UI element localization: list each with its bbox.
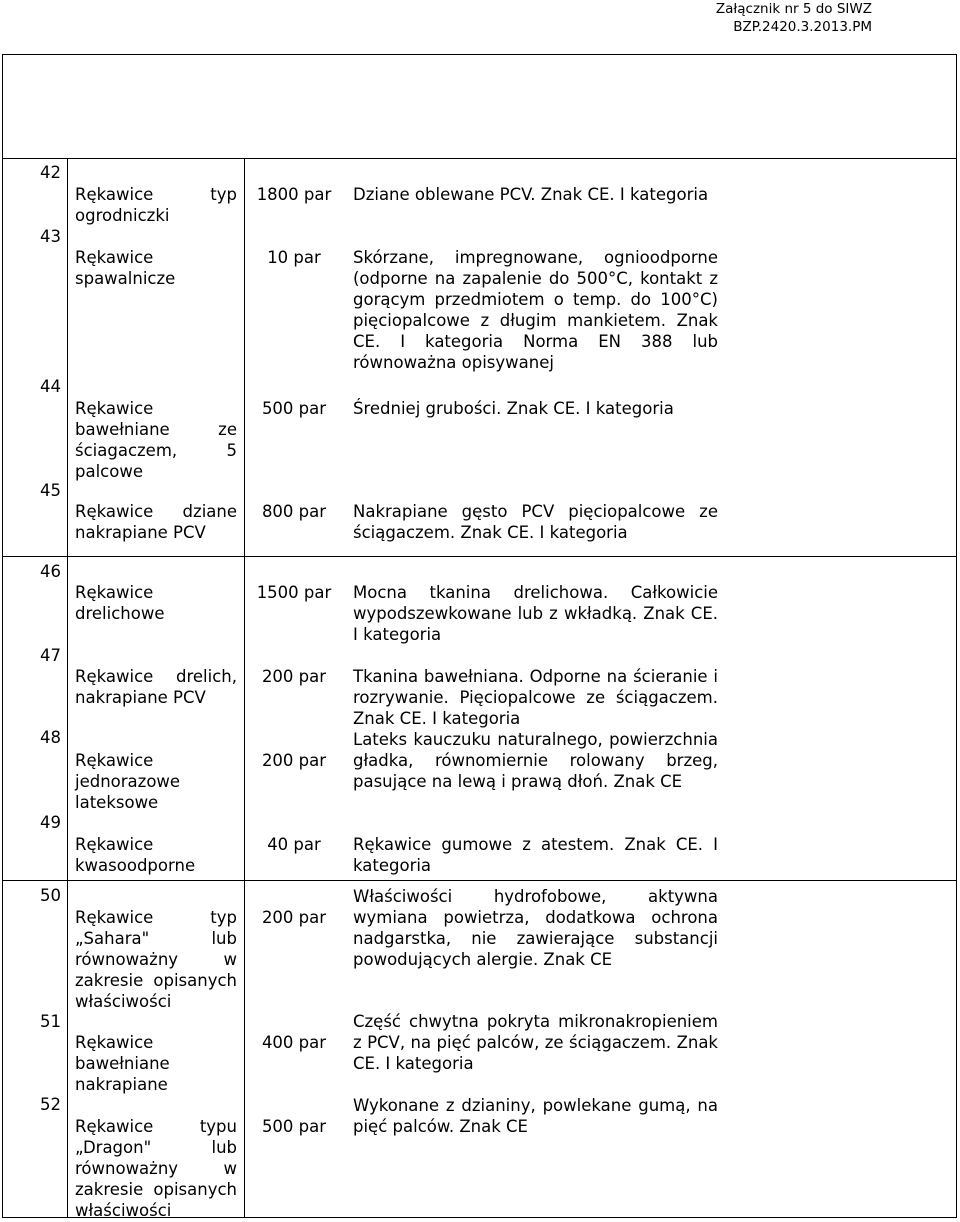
description: Skórzane, impregnowane, ognioodporne (odporne na zapalenie do 500°C, kontakt z gorącym przedmiotem o temp. do 100°C) pięciopalcowe z długim mankietem. Znak CE. I kategoria Norma EN 388 lub równoważna opisywanej <box>353 248 718 372</box>
row-number: 50 <box>40 886 61 905</box>
quantity: 40 par <box>267 835 321 854</box>
description: Lateks kauczuku naturalnego, powierzchnia gładka, równomiernie rolowany brzeg, pasujące na lewą i prawą dłoń. Znak CE <box>353 730 718 791</box>
description: Nakrapiane gęsto PCV pięciopalcowe ze ściągaczem. Znak CE. I kategoria <box>353 502 718 542</box>
description: Mocna tkanina drelichowa. Całkowicie wypodszewkowane lub z wkładką. Znak CE. I kategoria <box>353 583 718 644</box>
table-divider <box>2 556 957 557</box>
description: Rękawice gumowe z atestem. Znak CE. I kategoria <box>353 835 718 875</box>
product-name: Rękawice dziane nakrapiane PCV <box>75 502 237 542</box>
row-number: 49 <box>40 813 61 832</box>
product-name: Rękawice drelichowe <box>75 583 165 623</box>
quantity: 800 par <box>261 502 327 521</box>
row-number: 51 <box>40 1012 61 1031</box>
row-number: 45 <box>40 481 61 500</box>
quantity: 500 par <box>261 1117 327 1136</box>
product-name: Rękawice spawalnicze <box>75 248 176 288</box>
quantity: 1500 par <box>256 583 332 602</box>
row-number: 43 <box>40 227 61 246</box>
quantity: 200 par <box>261 667 327 686</box>
attachment-title: Załącznik nr 5 do SIWZ <box>715 1 872 17</box>
description: Tkanina bawełniana. Odporne na ścieranie i rozrywanie. Pięciopalcowe ze ściągaczem. Znak CE. I kategoria <box>353 667 718 728</box>
quantity: 400 par <box>261 1033 327 1052</box>
column-divider <box>244 158 245 1218</box>
row-number: 48 <box>40 728 61 747</box>
row-number: 47 <box>40 646 61 665</box>
table-divider <box>2 158 957 159</box>
description: Dziane oblewane PCV. Znak CE. I kategoria <box>353 185 709 204</box>
product-name: Rękawice typ „Sahara" lub równoważny w zakresie opisanych właściwości <box>75 908 237 1011</box>
reference-number: BZP.2420.3.2013.PM <box>733 19 872 35</box>
table-divider <box>2 880 957 881</box>
row-number: 42 <box>40 163 61 182</box>
product-name: Rękawice bawełniane ze ściagaczem, 5 palcowe <box>75 399 237 481</box>
description: Średniej grubości. Znak CE. I kategoria <box>353 399 674 418</box>
row-number: 52 <box>40 1095 61 1114</box>
description: Część chwytna pokryta mikronakropieniem z PCV, na pięć palców, ze ściągaczem. Znak CE. I kategoria <box>353 1012 718 1073</box>
quantity: 200 par <box>261 908 327 927</box>
quantity: 200 par <box>261 751 327 770</box>
row-number: 46 <box>40 562 61 581</box>
description: Wykonane z dzianiny, powlekane gumą, na pięć palców. Znak CE <box>353 1096 718 1136</box>
product-name: Rękawice drelich, nakrapiane PCV <box>75 667 237 707</box>
product-name: Rękawice jednorazowe lateksowe <box>75 751 181 812</box>
column-divider <box>67 158 68 1218</box>
quantity: 1800 par <box>256 185 332 204</box>
product-name: Rękawice typu „Dragon" lub równoważny w zakresie opisanych właściwości <box>75 1117 237 1220</box>
quantity: 10 par <box>267 248 321 267</box>
product-name: Rękawice typ ogrodniczki <box>75 185 237 225</box>
quantity: 500 par <box>261 399 327 418</box>
product-name: Rękawice bawełniane nakrapiane <box>75 1033 170 1094</box>
product-name: Rękawice kwasoodporne <box>75 835 196 875</box>
description: Właściwości hydrofobowe, aktywna wymiana powietrza, dodatkowa ochrona nadgarstka, nie zawierające substancji powodujących alergie. Znak CE <box>353 887 718 969</box>
document-header <box>716 0 872 36</box>
row-number: 44 <box>40 377 61 396</box>
